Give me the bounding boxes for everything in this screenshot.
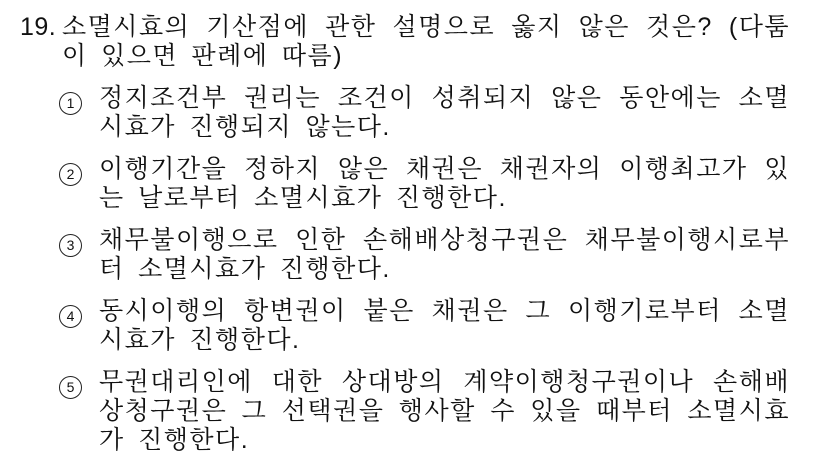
option-5-text: 무권대리인에 대한 상대방의 계약이행청구권이나 손해배상청구권은 그 선택권을 행사할 수 있을 때부터 소멸시효가 진행한다. xyxy=(99,368,790,454)
option-1-text: 정지조건부 권리는 조건이 성취되지 않은 동안에는 소멸시효가 진행되지 않는다. xyxy=(99,84,790,141)
option-1 xyxy=(59,84,790,142)
option-4-text: 동시이행의 항변권이 붙은 채권은 그 이행기로부터 소멸시효가 진행한다. xyxy=(99,297,790,354)
circled-number-2: 2 xyxy=(59,163,82,186)
option-1-marker-cell xyxy=(59,84,99,115)
option-4 xyxy=(59,297,790,355)
option-3-text: 채무불이행으로 인한 손해배상청구권은 채무불이행시로부터 소멸시효가 진행한다. xyxy=(99,226,790,283)
option-2-text: 이행기간을 정하지 않은 채권은 채권자의 이행최고가 있는 날로부터 소멸시효가 진행한다. xyxy=(99,155,790,212)
circled-number-4: 4 xyxy=(59,305,82,328)
option-4-marker-cell xyxy=(59,297,99,328)
option-3-marker-cell xyxy=(59,226,99,257)
circled-number-3: 3 xyxy=(59,234,82,257)
circled-number-1: 1 xyxy=(59,92,82,115)
question-text: 소멸시효의 기산점에 관한 설명으로 옳지 않은 것은? (다툼이 있으면 판례에 따름) xyxy=(62,13,790,70)
option-2-marker-cell xyxy=(59,155,99,186)
option-2 xyxy=(59,155,790,213)
option-5 xyxy=(59,368,790,454)
question-19 xyxy=(20,13,790,71)
option-5-marker-cell xyxy=(59,368,99,399)
question-number: 19. xyxy=(20,13,57,41)
option-3 xyxy=(59,226,790,284)
circled-number-5: 5 xyxy=(59,376,82,399)
